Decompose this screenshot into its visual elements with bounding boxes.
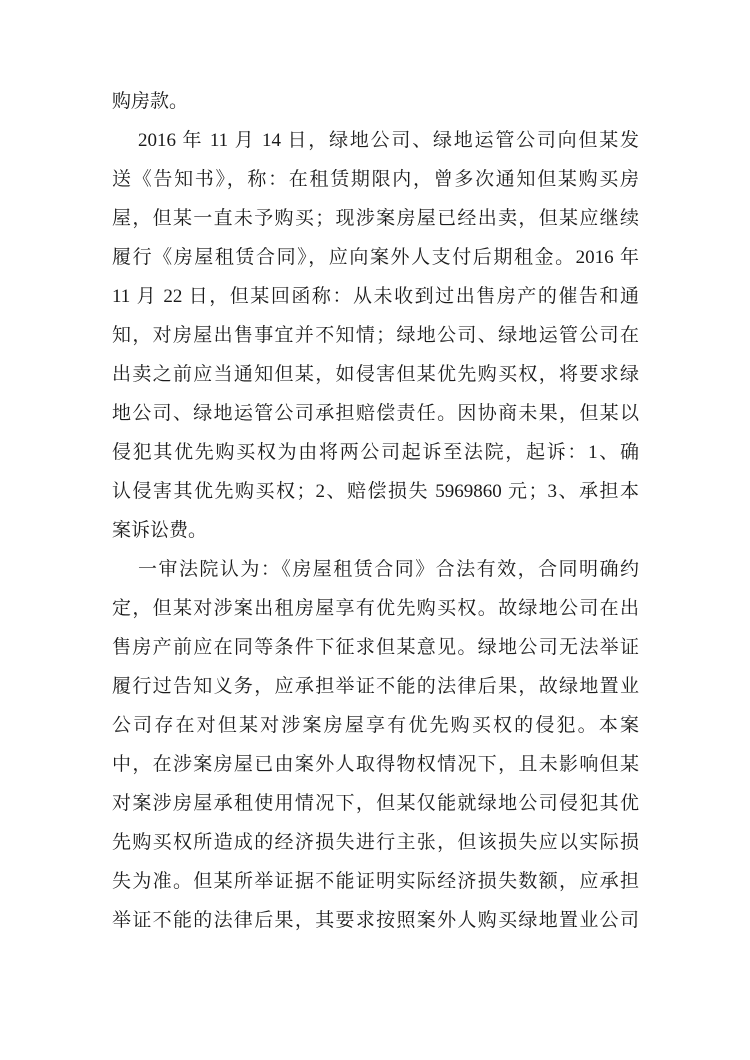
text-line: 送《告知书》，称：在租赁期限内，曾多次通知但某购买房 xyxy=(112,169,639,190)
text-line: 对案涉房屋承租使用情况下，但某仅能就绿地公司侵犯其优 xyxy=(112,793,639,814)
text-line: 中，在涉案房屋已由案外人取得物权情况下，且未影响但某 xyxy=(112,754,639,775)
paragraph-first-instance-court-opinion xyxy=(112,550,639,940)
text-line: 侵犯其优先购买权为由将两公司起诉至法院，起诉：1、确 xyxy=(112,442,639,463)
text-line: 失为准。但某所举证据不能证明实际经济损失数额，应承担 xyxy=(112,871,639,892)
text-line: 售房产前应在同等条件下征求但某意见。绿地公司无法举证 xyxy=(112,637,639,658)
paragraph-previous-continuation xyxy=(112,82,639,121)
text-line: 履行过告知义务，应承担举证不能的法律后果，故绿地置业 xyxy=(112,676,639,697)
text-line: 地公司、绿地运管公司承担赔偿责任。因协商未果，但某以 xyxy=(112,403,639,424)
text-line: 履行《房屋租赁合同》，应向案外人支付后期租金。2016 年 xyxy=(112,247,639,268)
text-line: 一审法院认为：《房屋租赁合同》合法有效，合同明确约 xyxy=(138,559,639,580)
text-line: 购房款。 xyxy=(112,91,189,112)
paragraph-notice-and-lawsuit xyxy=(112,121,639,550)
text-line: 认侵害其优先购买权；2、赔偿损失 5969860 元；3、承担本 xyxy=(112,481,639,502)
text-line: 定，但某对涉案出租房屋享有优先购买权。故绿地公司在出 xyxy=(112,598,639,619)
text-line: 11 月 22 日，但某回函称：从未收到过出售房产的催告和通 xyxy=(112,286,639,307)
text-line: 先购买权所造成的经济损失进行主张，但该损失应以实际损 xyxy=(112,832,639,853)
text-line: 案诉讼费。 xyxy=(112,520,208,541)
document-body xyxy=(112,82,639,940)
text-line: 公司存在对但某对涉案房屋享有优先购买权的侵犯。本案 xyxy=(112,715,639,736)
text-line: 屋，但某一直未予购买；现涉案房屋已经出卖，但某应继续 xyxy=(112,208,639,229)
text-line: 出卖之前应当通知但某，如侵害但某优先购买权，将要求绿 xyxy=(112,364,639,385)
text-line: 2016 年 11 月 14 日，绿地公司、绿地运管公司向但某发 xyxy=(138,130,639,151)
text-line: 知，对房屋出售事宜并不知情；绿地公司、绿地运管公司在 xyxy=(112,325,639,346)
text-line: 举证不能的法律后果，其要求按照案外人购买绿地置业公司 xyxy=(112,910,639,931)
